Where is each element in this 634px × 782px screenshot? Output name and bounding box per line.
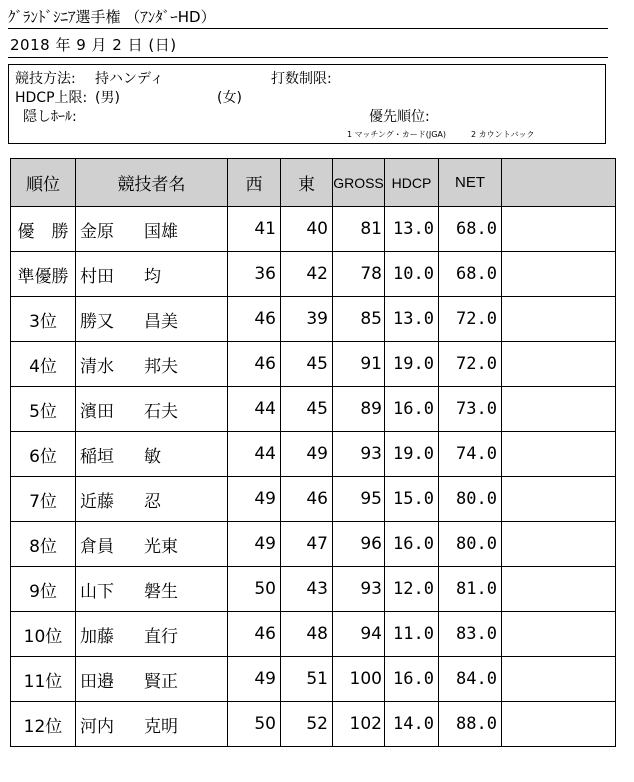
gross-cell: 95 bbox=[333, 477, 385, 522]
priority-label: 優先順位: bbox=[369, 109, 430, 125]
header-net: NET bbox=[439, 159, 502, 207]
header-west: 西 bbox=[228, 159, 281, 207]
east-score-cell: 45 bbox=[281, 342, 333, 387]
table-row bbox=[11, 702, 616, 747]
header-gross: GROSS bbox=[333, 159, 385, 207]
gross-cell: 102 bbox=[333, 702, 385, 747]
hdcp-cell: 13.0 bbox=[385, 207, 439, 252]
net-cell: 72.0 bbox=[439, 297, 502, 342]
net-cell: 81.0 bbox=[439, 567, 502, 612]
name-cell bbox=[76, 567, 228, 612]
table-row bbox=[11, 252, 616, 297]
gross-cell: 89 bbox=[333, 387, 385, 432]
rank-cell: 9位 bbox=[11, 567, 76, 612]
given-name: 磐生 bbox=[144, 581, 178, 602]
rank-cell: 3位 bbox=[11, 297, 76, 342]
results-table bbox=[10, 158, 616, 747]
east-score-cell: 51 bbox=[281, 657, 333, 702]
hdcp-cell: 16.0 bbox=[385, 657, 439, 702]
rank-cell: 準優勝 bbox=[11, 252, 76, 297]
method-value: 持ハンディ bbox=[95, 71, 164, 87]
hdcp-cell: 11.0 bbox=[385, 612, 439, 657]
net-cell: 73.0 bbox=[439, 387, 502, 432]
gross-cell: 78 bbox=[333, 252, 385, 297]
table-row bbox=[11, 567, 616, 612]
rank-cell: 12位 bbox=[11, 702, 76, 747]
blank-cell bbox=[502, 612, 616, 657]
gross-cell: 100 bbox=[333, 657, 385, 702]
rank-cell: 5位 bbox=[11, 387, 76, 432]
table-row bbox=[11, 297, 616, 342]
hdcp-male-label: (男) bbox=[95, 90, 120, 106]
hdcp-cell: 19.0 bbox=[385, 432, 439, 477]
blank-cell bbox=[502, 567, 616, 612]
header-blank bbox=[502, 159, 616, 207]
blank-cell bbox=[502, 342, 616, 387]
given-name: 賢正 bbox=[144, 671, 178, 692]
rank-cell: 6位 bbox=[11, 432, 76, 477]
east-score-cell: 52 bbox=[281, 702, 333, 747]
west-score-cell: 50 bbox=[228, 702, 281, 747]
net-cell: 88.0 bbox=[439, 702, 502, 747]
hdcp-cell: 10.0 bbox=[385, 252, 439, 297]
family-name: 清水 bbox=[80, 356, 114, 377]
net-cell: 68.0 bbox=[439, 252, 502, 297]
rank-cell: 10位 bbox=[11, 612, 76, 657]
date-underline bbox=[8, 57, 608, 58]
table-row bbox=[11, 387, 616, 432]
net-cell: 74.0 bbox=[439, 432, 502, 477]
name-cell bbox=[76, 612, 228, 657]
blank-cell bbox=[502, 252, 616, 297]
gross-cell: 93 bbox=[333, 567, 385, 612]
hdcp-cell: 13.0 bbox=[385, 297, 439, 342]
given-name: 敏 bbox=[144, 446, 161, 467]
gross-cell: 96 bbox=[333, 522, 385, 567]
blank-cell bbox=[502, 702, 616, 747]
table-header-row bbox=[11, 159, 616, 207]
family-name: 村田 bbox=[80, 266, 114, 287]
west-score-cell: 44 bbox=[228, 432, 281, 477]
table-row bbox=[11, 477, 616, 522]
method-label: 競技方法: bbox=[15, 71, 76, 87]
east-score-cell: 47 bbox=[281, 522, 333, 567]
header-rank: 順位 bbox=[11, 159, 76, 207]
rank-cell: 8位 bbox=[11, 522, 76, 567]
table-row bbox=[11, 342, 616, 387]
net-cell: 80.0 bbox=[439, 477, 502, 522]
family-name: 濱田 bbox=[80, 401, 114, 422]
west-score-cell: 46 bbox=[228, 342, 281, 387]
family-name: 加藤 bbox=[80, 626, 114, 647]
header-hdcp: HDCP bbox=[385, 159, 439, 207]
competition-info-box bbox=[8, 64, 606, 144]
hdcp-cell: 16.0 bbox=[385, 522, 439, 567]
rank-cell: 11位 bbox=[11, 657, 76, 702]
blank-cell bbox=[502, 432, 616, 477]
strokes-limit-label: 打数制限: bbox=[271, 71, 332, 87]
west-score-cell: 49 bbox=[228, 657, 281, 702]
family-name: 稲垣 bbox=[80, 446, 114, 467]
gross-cell: 91 bbox=[333, 342, 385, 387]
west-score-cell: 41 bbox=[228, 207, 281, 252]
net-cell: 84.0 bbox=[439, 657, 502, 702]
header-east: 東 bbox=[281, 159, 333, 207]
net-cell: 72.0 bbox=[439, 342, 502, 387]
priority-item-1: 1 マッチング・カード(JGA) bbox=[347, 130, 447, 139]
blank-cell bbox=[502, 387, 616, 432]
table-row bbox=[11, 612, 616, 657]
given-name: 昌美 bbox=[144, 311, 178, 332]
east-score-cell: 48 bbox=[281, 612, 333, 657]
east-score-cell: 40 bbox=[281, 207, 333, 252]
family-name: 近藤 bbox=[80, 491, 114, 512]
name-cell bbox=[76, 207, 228, 252]
east-score-cell: 49 bbox=[281, 432, 333, 477]
west-score-cell: 46 bbox=[228, 297, 281, 342]
family-name: 勝又 bbox=[80, 311, 114, 332]
family-name: 金原 bbox=[80, 221, 114, 242]
west-score-cell: 46 bbox=[228, 612, 281, 657]
given-name: 国雄 bbox=[144, 221, 178, 242]
west-score-cell: 44 bbox=[228, 387, 281, 432]
west-score-cell: 49 bbox=[228, 477, 281, 522]
blank-cell bbox=[502, 207, 616, 252]
priority-item-2: 2 カウントバック bbox=[471, 130, 535, 139]
hdcp-cell: 12.0 bbox=[385, 567, 439, 612]
page-title: ｸﾞﾗﾝﾄﾞｼﾆｱ選手権 （ｱﾝﾀﾞｰHD） bbox=[8, 8, 216, 26]
blank-cell bbox=[502, 657, 616, 702]
hidden-hole-label: 隠しﾎｰﾙ: bbox=[23, 109, 77, 125]
hdcp-cell: 14.0 bbox=[385, 702, 439, 747]
rank-cell: 優 勝 bbox=[11, 207, 76, 252]
name-cell bbox=[76, 297, 228, 342]
given-name: 光東 bbox=[144, 536, 178, 557]
family-name: 倉員 bbox=[80, 536, 114, 557]
blank-cell bbox=[502, 522, 616, 567]
west-score-cell: 36 bbox=[228, 252, 281, 297]
blank-cell bbox=[502, 297, 616, 342]
family-name: 田邉 bbox=[80, 671, 114, 692]
name-cell bbox=[76, 387, 228, 432]
header-name: 競技者名 bbox=[76, 159, 228, 207]
table-row bbox=[11, 657, 616, 702]
east-score-cell: 42 bbox=[281, 252, 333, 297]
given-name: 邦夫 bbox=[144, 356, 178, 377]
given-name: 克明 bbox=[144, 716, 178, 737]
east-score-cell: 39 bbox=[281, 297, 333, 342]
table-row bbox=[11, 207, 616, 252]
title-underline bbox=[8, 28, 608, 29]
east-score-cell: 46 bbox=[281, 477, 333, 522]
name-cell bbox=[76, 252, 228, 297]
table-row bbox=[11, 522, 616, 567]
blank-cell bbox=[502, 477, 616, 522]
net-cell: 68.0 bbox=[439, 207, 502, 252]
event-date: 2018 年 9 月 2 日 (日) bbox=[10, 36, 177, 54]
west-score-cell: 49 bbox=[228, 522, 281, 567]
west-score-cell: 50 bbox=[228, 567, 281, 612]
gross-cell: 85 bbox=[333, 297, 385, 342]
gross-cell: 94 bbox=[333, 612, 385, 657]
name-cell bbox=[76, 702, 228, 747]
net-cell: 80.0 bbox=[439, 522, 502, 567]
gross-cell: 81 bbox=[333, 207, 385, 252]
hdcp-cell: 19.0 bbox=[385, 342, 439, 387]
given-name: 直行 bbox=[144, 626, 178, 647]
hdcp-cell: 16.0 bbox=[385, 387, 439, 432]
family-name: 河内 bbox=[80, 716, 114, 737]
name-cell bbox=[76, 432, 228, 477]
east-score-cell: 43 bbox=[281, 567, 333, 612]
name-cell bbox=[76, 477, 228, 522]
rank-cell: 7位 bbox=[11, 477, 76, 522]
table-row bbox=[11, 432, 616, 477]
given-name: 忍 bbox=[144, 491, 161, 512]
name-cell bbox=[76, 342, 228, 387]
given-name: 均 bbox=[144, 266, 161, 287]
hdcp-limit-label: HDCP上限: bbox=[15, 90, 88, 106]
net-cell: 83.0 bbox=[439, 612, 502, 657]
given-name: 石夫 bbox=[144, 401, 178, 422]
east-score-cell: 45 bbox=[281, 387, 333, 432]
hdcp-cell: 15.0 bbox=[385, 477, 439, 522]
gross-cell: 93 bbox=[333, 432, 385, 477]
family-name: 山下 bbox=[80, 581, 114, 602]
name-cell bbox=[76, 522, 228, 567]
rank-cell: 4位 bbox=[11, 342, 76, 387]
name-cell bbox=[76, 657, 228, 702]
hdcp-female-label: (女) bbox=[217, 90, 242, 106]
